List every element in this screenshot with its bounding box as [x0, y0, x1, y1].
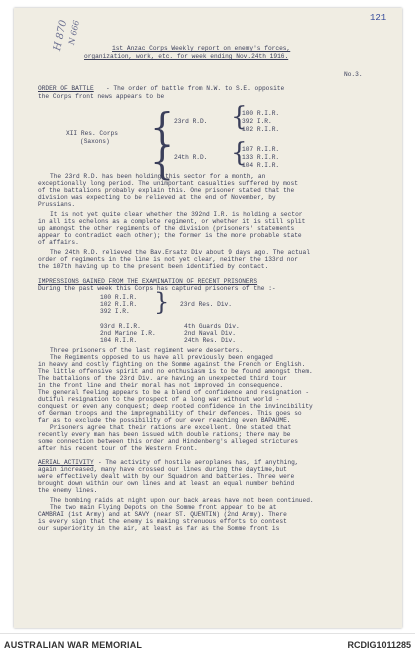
section-heading: IMPRESSIONS GAINED FROM THE EXAMINATION OF RECENT PRISONERS [38, 278, 258, 285]
paragraph-line: Prisoners agree that their rations are excellent. One stated that [50, 424, 292, 431]
paragraph-line: our superiority in the air, at least as far as the Somme front is [38, 525, 280, 532]
corps-subtitle: (Saxons) [80, 138, 110, 145]
regiment: 93rd R.I.R. [100, 323, 141, 330]
paragraph-line: after his recent tour of the Western Front. [38, 445, 198, 452]
paragraph-line: the 107th having up to the present been identified by contact. [38, 263, 269, 270]
regiment: 392 I.R. [242, 118, 272, 125]
regiment: 100 R.I.R. [100, 294, 138, 301]
page-number-stamp: 121 [370, 13, 387, 23]
pencil-note: H 870 [52, 19, 70, 52]
division-name: 2nd Naval Div. [184, 330, 236, 337]
paragraph-line: again increased, many have crossed our lines during the daytime,but [38, 466, 287, 473]
paragraph-line: It is not yet quite clear whether the 392nd I.R. is holding a sector [50, 211, 303, 218]
section-heading: ORDER OF BATTLE [38, 85, 94, 92]
paragraph-line: exceptionally long period. The unimportant casualties suffered by most [38, 180, 298, 187]
regiment: 104 R.I.R. [100, 337, 138, 344]
paragraph-line: - The activity of hostile aeroplanes has, if anything, [98, 459, 299, 466]
regiment: 392 I.R. [100, 308, 130, 315]
paragraph-line: The 24th R.D. relieved the Bav.Ersatz Div about 9 days ago. The actual [50, 249, 310, 256]
regiment: 107 R.I.R. [242, 146, 280, 153]
brace: } [154, 288, 170, 316]
archive-footer [0, 633, 415, 655]
paragraph-line: - The order of battle from N.W. to S.E. opposite [106, 85, 285, 92]
division-name: 23rd R.D. [174, 118, 208, 125]
paragraph-line: Three prisoners of the last regiment were deserters. [50, 347, 244, 354]
paragraph-line: the Corps front news appears to be [38, 93, 165, 100]
paragraph-line: The bombing raids at night upon our back areas have not been continued. [50, 497, 314, 504]
paragraph-line: The Regiments opposed to us have all previously been engaged [50, 354, 273, 361]
regiment: 100 R.I.R. [242, 110, 280, 117]
brace: { [150, 139, 175, 183]
corps-name: XII Res. Corps [66, 130, 118, 137]
division-name: 24th Res. Div. [184, 337, 236, 344]
paragraph-line: The two main Flying Depots on the Somme front appear to be at [50, 504, 277, 511]
document-title-line: organization, work, etc. for week ending Nov.24th 1916. [84, 53, 289, 60]
regiment: 102 R.I.R. [100, 301, 138, 308]
division-name: 24th R.D. [174, 154, 208, 161]
paragraph-line: were effectively dealt with by our Squadron and batteries. Three were [38, 473, 295, 480]
paragraph-line: The battalions of the 23rd Div. are having an unexpected third tour [38, 375, 287, 382]
report-number: No.3. [344, 71, 363, 78]
paragraph-line: Prussians. [38, 201, 76, 208]
paragraph-line: division was expecting to be relieved at the end of November, by [38, 194, 276, 201]
regiment: 2nd Marine I.R. [100, 330, 156, 337]
paragraph-line: recently every man has been issued with double rations; there may be [38, 431, 291, 438]
paragraph-line: brought down within our own lines and at least an equal number behind [38, 480, 295, 487]
brace: { [231, 102, 248, 132]
paragraph-line: dutiful resignation to the prospect of a long war without world - [38, 396, 280, 403]
brace: { [150, 105, 175, 149]
paragraph-line: the enemy lines. [38, 487, 98, 494]
paragraph-line: is every sign that the enemy is making strenuous efforts to contest [38, 518, 287, 525]
document-id: RCDIG1011285 [347, 640, 411, 650]
pencil-note: N 666 [67, 19, 81, 46]
regiment: 104 R.I.R. [242, 162, 280, 169]
paragraph-line: in the front line and their moral has not improved in consequence. [38, 382, 284, 389]
division-name: 23rd Res. Div. [180, 301, 232, 308]
brace: { [231, 138, 248, 168]
paragraph-line: During the past week this Corps has captured prisoners of the :- [38, 285, 276, 292]
paragraph-line: in all its echelons as a complete regiment, or whether it is still split [38, 218, 306, 225]
division-name: 4th Guards Div. [184, 323, 240, 330]
regiment: 133 R.I.R. [242, 154, 280, 161]
section-heading: AERIAL ACTIVITY [38, 459, 94, 466]
paragraph-line: in heavy and costly fighting on the Somme against the French or English. [38, 361, 306, 368]
paragraph-line: conquest or even any conquest; deep rooted confidence in the invincibility [38, 403, 313, 410]
paragraph-line: of affairs. [38, 239, 79, 246]
paragraph-line: The little offensive spirit and no enthusiasm is to be found amongst them. [38, 368, 313, 375]
paragraph-line: The general feeling appears to be a blend of confidence and resignation - [38, 389, 310, 396]
paragraph-line: order of regiments in the line is not yet clear, neither the 133rd nor [38, 256, 298, 263]
regiment: 102 R.I.R. [242, 126, 280, 133]
archive-name: AUSTRALIAN WAR MEMORIAL [4, 640, 143, 650]
paragraph-line: CAMBRAI (1st Army) and at SAVY (near ST. QUENTIN) (2nd Army). There [38, 511, 287, 518]
paragraph-line: some connection between this order and Hindenberg's alleged strictures [38, 438, 298, 445]
paragraph-line: appear to contradict each other); the former is the more probable state [38, 232, 302, 239]
document-page [14, 8, 402, 628]
paragraph-line: of German troops and the impregnability of their defences. This goes so [38, 410, 302, 417]
paragraph-line: up amongst the other regiments of the division (prisoners' statements [38, 225, 295, 232]
document-title-line: 1st Anzac Corps Weekly report on enemy's forces, [112, 45, 291, 52]
paragraph-line: far as to exclude the possibility of our ever reaching even BAPAUME. [38, 417, 291, 424]
paragraph-line: of the battalions probably explain this. One prisoner stated that the [38, 187, 295, 194]
paragraph-line: The 23rd R.D. has been holding this sector for a month, an [50, 173, 266, 180]
